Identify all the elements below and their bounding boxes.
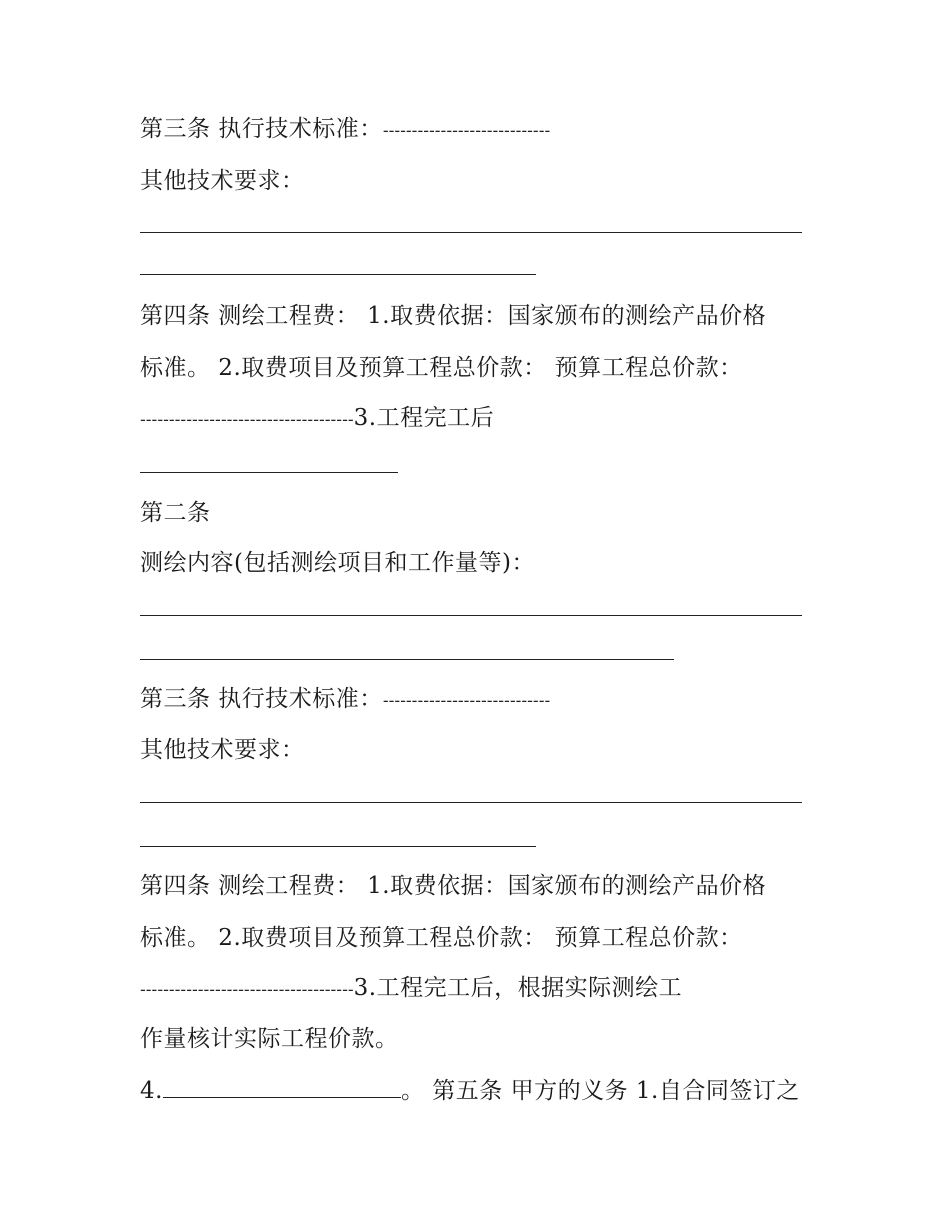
other-requirements-label: 其他技术要求：	[140, 168, 305, 194]
article-4-line-2: 标准。 2.取费项目及预算工程总价款： 预算工程总价款：	[140, 925, 743, 951]
article-3-dashes: -----------------------------	[382, 691, 551, 710]
item-4-tail: 。 第五条 甲方的义务 1.自合同签订之	[400, 1078, 800, 1104]
fill-in-rule	[140, 846, 536, 847]
fill-in-rule	[140, 472, 398, 473]
article-4-line-3-tail: 3.工程完工后，根据实际测绘工	[353, 975, 683, 1001]
article-4-line-3	[140, 973, 682, 1005]
item-4-prefix: 4.	[140, 1078, 163, 1104]
article-3-line	[140, 114, 550, 146]
budget-dashes: -------------------------------------	[140, 980, 354, 999]
article-4-line-2: 标准。 2.取费项目及预算工程总价款： 预算工程总价款：	[140, 355, 743, 381]
article-2-label: 第二条	[140, 500, 211, 526]
article-3-dashes: -----------------------------	[382, 121, 551, 140]
budget-dashes: -------------------------------------	[140, 410, 354, 429]
fill-in-rule	[140, 274, 536, 275]
fill-in-rule	[140, 232, 802, 233]
article-3-label: 第三条 执行技术标准：	[140, 116, 383, 142]
article-4-line-1: 第四条 测绘工程费： 1.取费依据：国家颁布的测绘产品价格	[140, 873, 767, 899]
item-4-line	[140, 1075, 800, 1106]
article-4-line-1: 第四条 测绘工程费： 1.取费依据：国家颁布的测绘产品价格	[140, 303, 767, 329]
article-4-line-3	[140, 403, 494, 435]
other-requirements-label: 其他技术要求：	[140, 737, 305, 763]
article-4-line-3-tail: 3.工程完工后	[353, 405, 495, 431]
article-3-label: 第三条 执行技术标准：	[140, 686, 383, 712]
fill-in-rule	[140, 615, 802, 616]
article-4-line-4: 作量核计实际工程价款。	[140, 1026, 399, 1052]
article-2-content: 测绘内容(包括测绘项目和工作量等)：	[140, 550, 535, 576]
fill-in-rule	[140, 659, 674, 660]
item-4-blank	[163, 1075, 401, 1098]
fill-in-rule	[140, 802, 802, 803]
article-3-line	[140, 684, 550, 716]
